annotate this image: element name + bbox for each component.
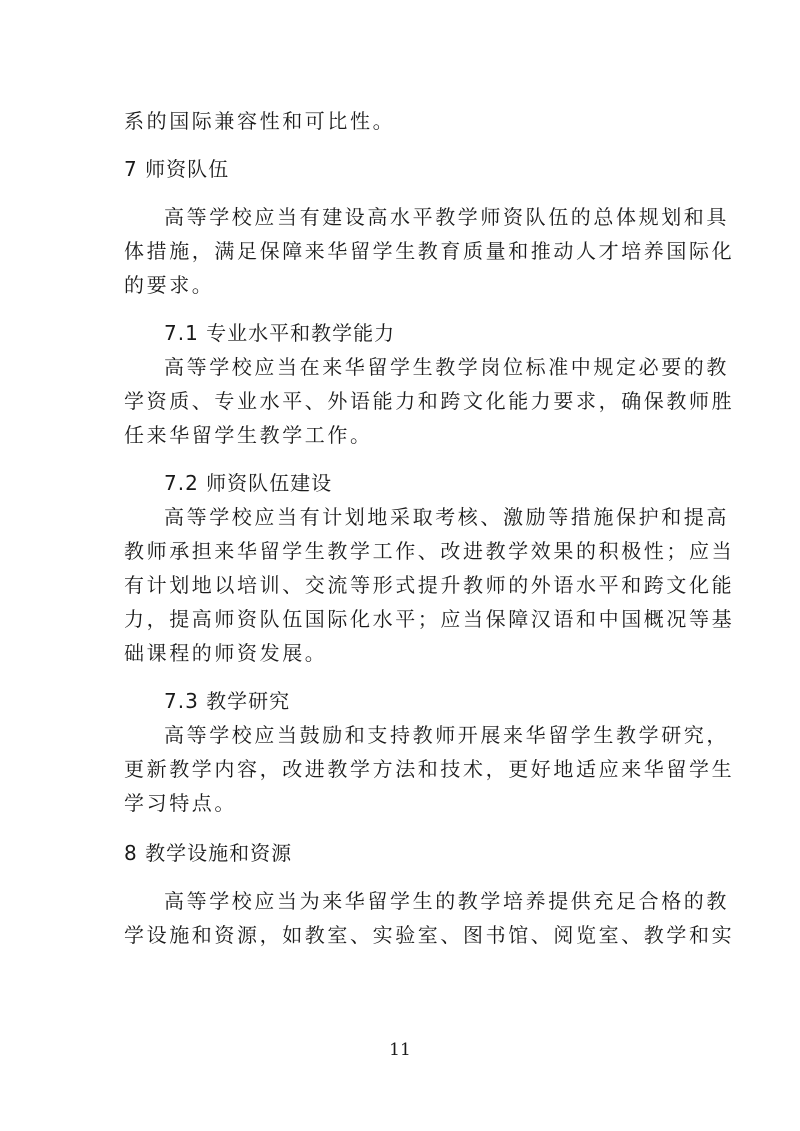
section-heading-7-2: 7.2 师资队伍建设 <box>164 471 333 495</box>
paragraph-line: 更新教学内容，改进教学方法和技术，更好地适应来华留学生 <box>124 757 735 781</box>
paragraph-line: 高等学校应当有计划地采取考核、激励等措施保护和提高 <box>164 505 729 529</box>
section-heading-7-1: 7.1 专业水平和教学能力 <box>164 321 396 345</box>
paragraph-line: 体措施，满足保障来华留学生教育质量和推动人才培养国际化 <box>124 239 735 263</box>
paragraph-line: 学习特点。 <box>124 791 237 815</box>
paragraph-line: 高等学校应当鼓励和支持教师开展来华留学生教学研究， <box>164 723 729 747</box>
paragraph-line: 学资质、专业水平、外语能力和跨文化能力要求，确保教师胜 <box>124 389 735 413</box>
paragraph-line: 的要求。 <box>124 273 215 297</box>
paragraph-line: 高等学校应当为来华留学生的教学培养提供充足合格的教 <box>164 889 729 913</box>
page-number: 11 <box>389 1040 411 1060</box>
paragraph-line: 系的国际兼容性和可比性。 <box>124 109 396 133</box>
paragraph-line: 高等学校应当在来华留学生教学岗位标准中规定必要的教 <box>164 355 729 379</box>
paragraph-line: 教师承担来华留学生教学工作、改进教学效果的积极性；应当 <box>124 539 735 563</box>
page-content <box>124 104 735 952</box>
section-heading-8: 8 教学设施和资源 <box>124 841 293 865</box>
paragraph-line: 任来华留学生教学工作。 <box>124 423 373 447</box>
paragraph-line: 础课程的师资发展。 <box>124 641 328 665</box>
paragraph-line: 学设施和资源，如教室、实验室、图书馆、阅览室、教学和实 <box>124 923 735 947</box>
paragraph-line: 有计划地以培训、交流等形式提升教师的外语水平和跨文化能 <box>124 573 735 597</box>
paragraph-line: 高等学校应当有建设高水平教学师资队伍的总体规划和具 <box>164 205 729 229</box>
section-heading-7: 7 师资队伍 <box>124 157 230 181</box>
section-heading-7-3: 7.3 教学研究 <box>164 689 291 713</box>
paragraph-line: 力，提高师资队伍国际化水平；应当保障汉语和中国概况等基 <box>124 607 735 631</box>
